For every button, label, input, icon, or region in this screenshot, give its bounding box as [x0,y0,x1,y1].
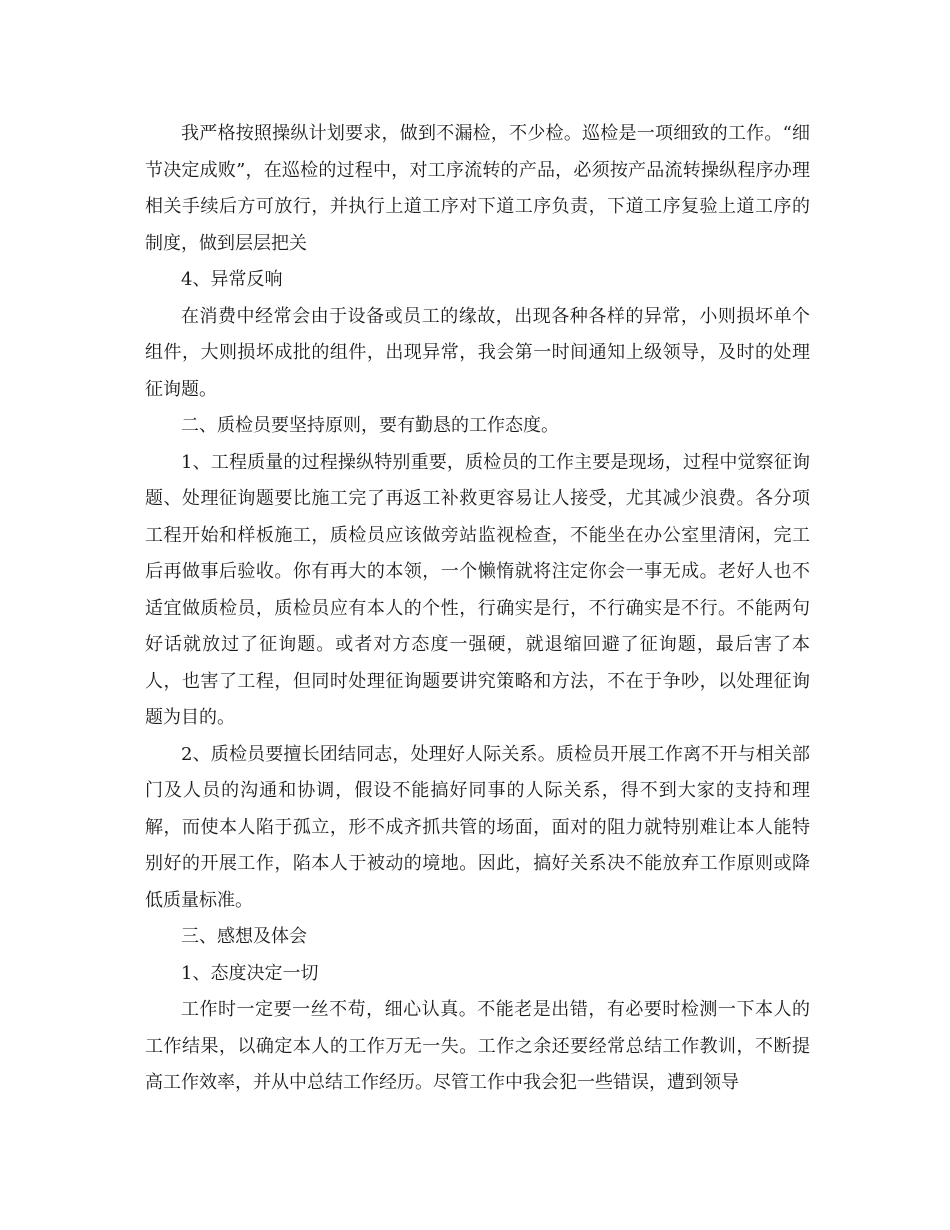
paragraph-abnormal: 在消费中经常会由于设备或员工的缘故，出现各种各样的异常，小则损坏单个组件，大则损坏成批的组件，出现异常，我会第一时间通知上级领导，及时的处理征询题。 [145,305,810,400]
paragraph-attitude: 工作时一定要一丝不苟，细心认真。不能老是出错，有必要时检测一下本人的工作结果，以确定本人的工作万无一失。工作之余还要经常总结工作教训，不断提高工作效率，并从中总结工作经历。尽管工作中我会犯一些错误，遭到领导 [145,999,810,1093]
document-body [145,116,810,1102]
heading-principles: 二、质检员要坚持原则，要有勤恳的工作态度。 [181,415,559,436]
paragraph-teamwork: 2、质检员要擅长团结同志，处理好人际关系。质检员开展工作离不开与相关部门及人员的沟通和协调，假设不能搞好同事的人际关系，得不到大家的支持和理解，而使本人陷于孤立，形不成齐抓共管的场面，面对的阻力就特别难让本人能特别好的开展工作，陷本人于被动的境地。因此，搞好关系决不能放弃工作原则或降低质量标准。 [145,743,810,911]
heading-reflections: 三、感想及体会 [181,926,307,947]
heading-abnormal-feedback: 4、异常反响 [181,269,283,290]
paragraph-process-control: 1、工程质量的过程操纵特别重要，质检员的工作主要是现场，过程中觉察征询题、处理征询题要比施工完了再返工补救更容易让人接受，尤其减少浪费。各分项工程开始和样板施工，质检员应该做旁站监视检查，不能坐在办公室里清闲，完工后再做事后验收。你有再大的本领，一个懒惰就将注定你会一事无成。老好人也不适宜做质检员，质检员应有本人的个性，行确实是行，不行确实是不行。不能两句好话就放过了征询题。或者对方态度一强硬，就退缩回避了征询题，最后害了本人，也害了工程，但同时处理征询题要讲究策略和方法，不在于争吵，以处理征询题为目的。 [145,451,810,728]
paragraph-inspection: 我严格按照操纵计划要求，做到不漏检，不少检。巡检是一项细致的工作。“细节决定成败”，在巡检的过程中，对工序流转的产品，必须按产品流转操纵程序办理相关手续后方可放行，并执行上道工序对下道工序负责，下道工序复验上道工序的制度，做到层层把关 [145,123,810,254]
heading-attitude: 1、态度决定一切 [181,962,319,984]
